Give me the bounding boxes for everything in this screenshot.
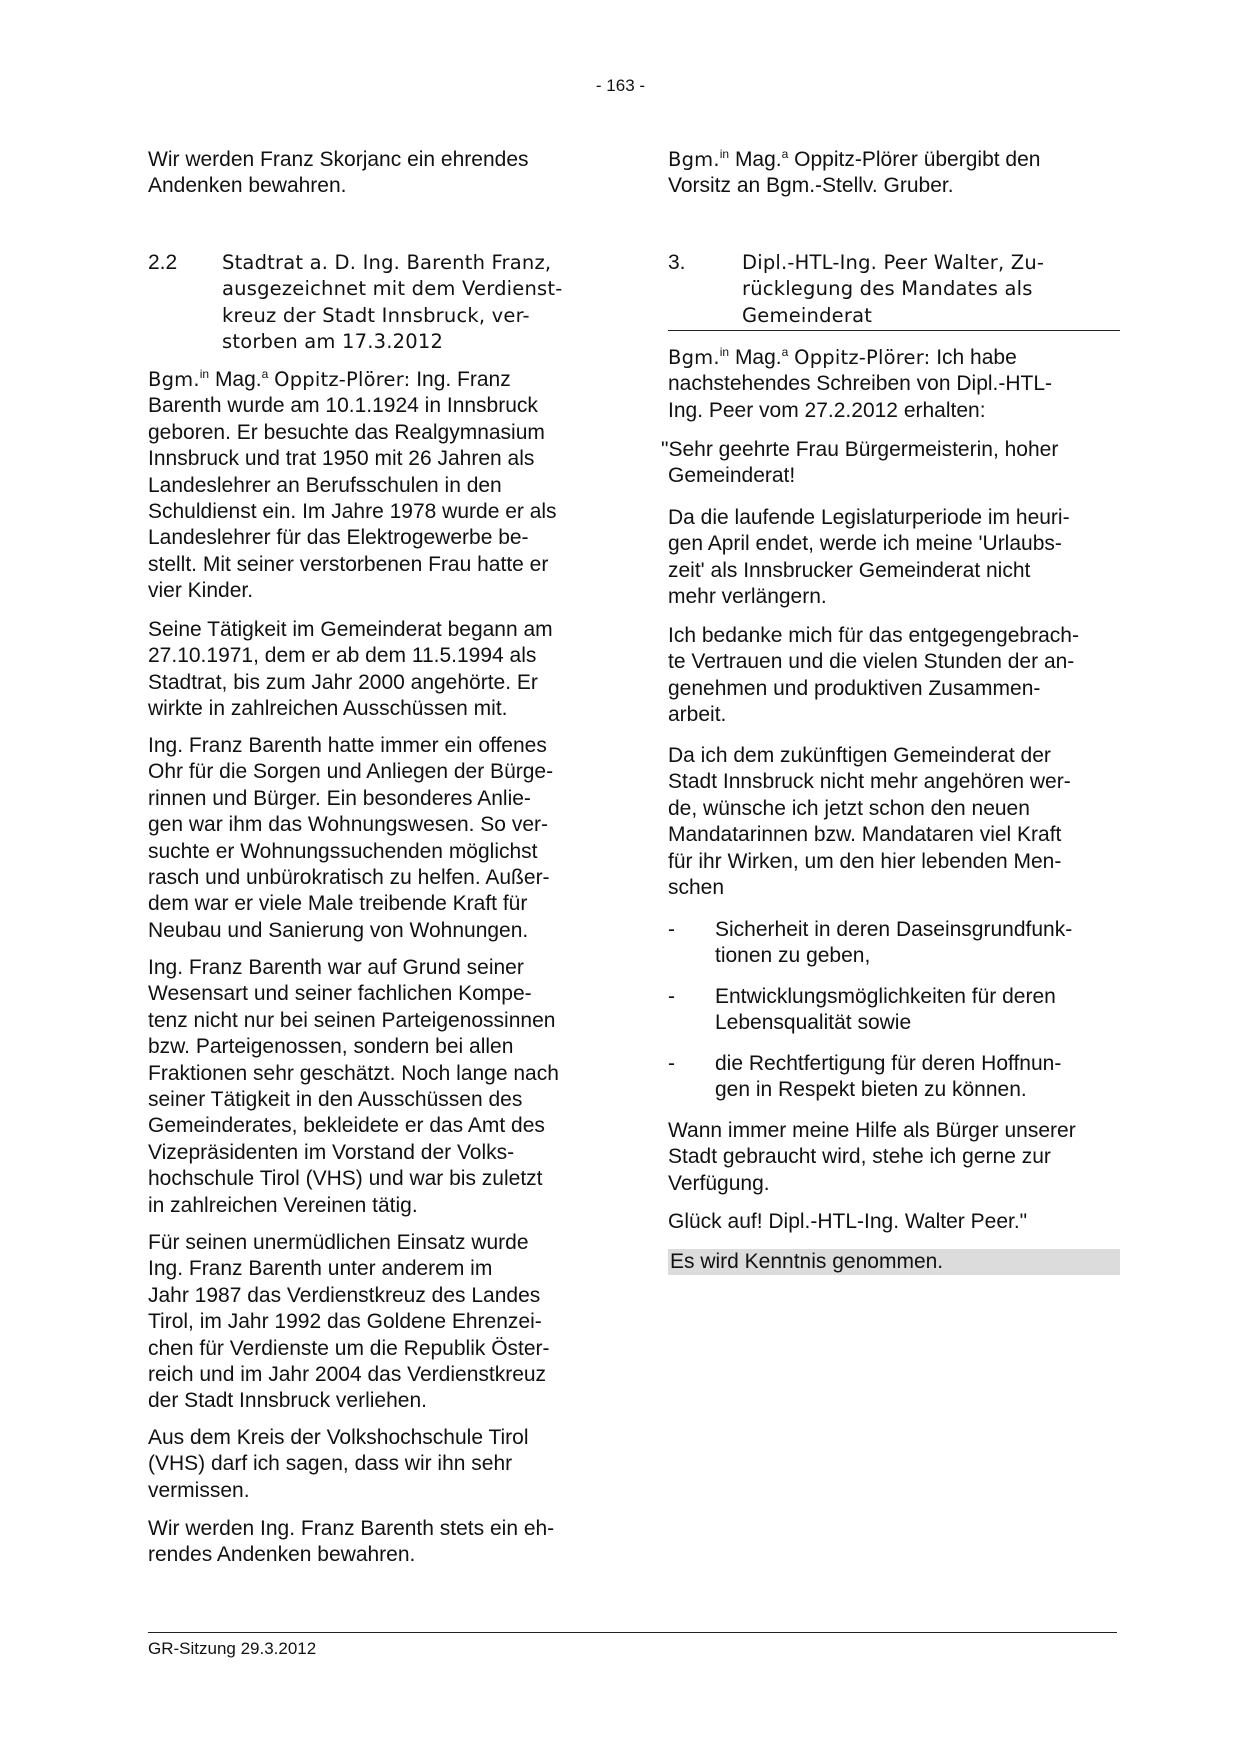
speaker-name: Oppitz-Plörer:	[794, 346, 931, 369]
paragraph-line: Wesensart und seiner fachlichen Kompe-	[148, 982, 532, 1006]
bullet-line: Lebensqualität sowie	[715, 1011, 912, 1035]
superscript-in: in	[719, 345, 730, 359]
paragraph-anliegen	[148, 733, 593, 944]
paragraph-line: Ohr für die Sorgen und Anliegen der Bürge-	[148, 760, 554, 784]
speaker-title-bgm: Bgm.	[668, 148, 720, 171]
heading-underline	[668, 330, 1120, 331]
paragraph-line: Tirol, im Jahr 1992 das Goldene Ehrenzei-	[148, 1310, 542, 1334]
paragraph-line: chen für Verdienste um die Republik Öster-	[148, 1336, 550, 1360]
paragraph-text: Ich habe	[936, 346, 1017, 369]
paragraph-line: Ing. Franz Barenth hatte immer ein offenes	[148, 734, 547, 757]
paragraph-wesensart	[148, 955, 593, 1219]
paragraph-line: suchte er Wohnungssuchenden möglichst	[148, 839, 538, 863]
bullet-line: tionen zu geben,	[715, 944, 871, 968]
bullet-dash: -	[668, 1052, 675, 1075]
paragraph-line: Landeslehrer für das Elektrogewerbe be-	[148, 526, 529, 550]
paragraph-line: arbeit.	[668, 703, 727, 727]
paragraph-anrede	[661, 437, 1113, 490]
paragraph-line: gen April endet, werde ich meine 'Urlaubs-	[668, 532, 1062, 556]
paragraph-line: Verfügung.	[668, 1171, 770, 1195]
paragraph-line: rasch und unbürokratisch zu helfen. Außer-	[148, 866, 550, 890]
bullet-item-sicherheit	[668, 917, 1113, 970]
paragraph-line: Fraktionen sehr geschätzt. Noch lange nach	[148, 1061, 559, 1085]
superscript-a: a	[781, 147, 789, 161]
paragraph-line: Da die laufende Legislaturperiode im heuri-	[668, 506, 1070, 529]
paragraph-line: Da ich dem zukünftigen Gemeinderat der	[668, 744, 1051, 767]
speaker-title-mag: Mag.	[734, 346, 782, 369]
superscript-in: in	[199, 367, 210, 381]
page-number: - 163 -	[595, 76, 646, 95]
paragraph-first-line	[148, 367, 593, 393]
paragraph-line: Ing. Franz Barenth war auf Grund seiner	[148, 956, 524, 979]
bullet-line: gen in Respekt bieten zu können.	[715, 1078, 1027, 1102]
heading-line: rücklegung des Mandates als	[742, 277, 1033, 301]
paragraph-line: Wir werden Ing. Franz Barenth stets ein eh-	[148, 1517, 555, 1540]
paragraph-line: Für seinen unermüdlichen Einsatz wurde	[148, 1231, 529, 1254]
heading-2-2	[148, 250, 593, 356]
heading-line: Gemeinderat	[742, 303, 873, 327]
paragraph-line: hochschule Tirol (VHS) und war bis zuletzt	[148, 1167, 543, 1191]
paragraph-line: stellt. Mit seiner verstorbenen Frau hatte er	[148, 552, 549, 576]
paragraph-line: Barenth wurde am 10.1.1924 in Innsbruck	[148, 394, 538, 418]
superscript-a: a	[261, 367, 269, 381]
paragraph-line: Stadtrat, bis zum Jahr 2000 angehörte. Er	[148, 670, 538, 694]
paragraph-line: dem war er viele Male treibende Kraft für	[148, 892, 528, 916]
bullet-text	[715, 1051, 1113, 1104]
paragraph-line: Stadt gebraucht wird, stehe ich gerne zur	[668, 1145, 1051, 1169]
bullet-text	[715, 917, 1113, 970]
heading-text	[222, 250, 593, 356]
speaker-title-bgm: Bgm.	[668, 346, 720, 369]
paragraph-line: Vorsitz an Bgm.-Stellv. Gruber.	[668, 174, 954, 198]
paragraph-line: geboren. Er besuchte das Realgymnasium	[148, 420, 545, 444]
bullet-text	[715, 984, 1113, 1037]
bullet-dash: -	[668, 985, 675, 1008]
bullet-line: die Rechtfertigung für deren Hoffnun-	[715, 1052, 1062, 1075]
paragraph-line: Gemeinderates, bekleidete er das Amt des	[148, 1114, 545, 1138]
paragraph-line: Schuldienst ein. Im Jahre 1978 wurde er als	[148, 500, 557, 524]
speaker-title-mag: Mag.	[734, 148, 782, 171]
paragraph-line: genehmen und produktiven Zusammen-	[668, 676, 1041, 700]
paragraph-line: tenz nicht nur bei seinen Parteigenossinnen	[148, 1008, 556, 1032]
speaker-title-mag: Mag.	[214, 368, 262, 391]
paragraph-line: 27.10.1971, dem er ab dem 11.5.1994 als	[148, 644, 537, 668]
paragraph-line: Mandatarinnen bzw. Mandataren viel Kraft	[668, 823, 1062, 847]
paragraph-line: Ing. Peer vom 27.2.2012 erhalten:	[668, 398, 986, 422]
paragraph-line: Ich bedanke mich für das entgegengebrach-	[668, 624, 1079, 647]
paragraph-text: Ing. Franz	[416, 368, 511, 391]
paragraph-line: vier Kinder.	[148, 579, 254, 603]
speaker-title-bgm: Bgm.	[148, 368, 200, 391]
paragraph-first-line	[668, 147, 1113, 173]
paragraph-text: Wir werden Franz Skorjanc ein ehrendes Andenken bewahren.	[148, 148, 529, 198]
paragraph-line: Ing. Franz Barenth unter anderem im	[148, 1257, 493, 1281]
paragraph-legislatur	[668, 505, 1113, 611]
heading-number: 2.2	[148, 251, 178, 274]
paragraph-first-line	[661, 437, 1113, 463]
paragraph-line: der Stadt Innsbruck verliehen.	[148, 1389, 427, 1413]
bullet-item-rechtfertigung	[668, 1051, 1113, 1104]
paragraph-line: für ihr Wirken, um den hier lebenden Men-	[668, 849, 1062, 873]
quote-mark: "	[661, 438, 669, 461]
paragraph-line: Glück auf! Dipl.-HTL-Ing. Walter Peer."	[668, 1210, 1028, 1233]
paragraph-first-line	[668, 345, 1113, 371]
paragraph-line: schen	[668, 876, 725, 900]
paragraph-line: bzw. Parteigenossen, sondern bei allen	[148, 1035, 514, 1059]
paragraph-line: nachstehendes Schreiben von Dipl.-HTL-	[668, 372, 1053, 396]
paragraph-line: Jahr 1987 das Verdienstkreuz des Landes	[148, 1283, 541, 1307]
heading-3	[668, 250, 1113, 329]
paragraph-line: rendes Andenken bewahren.	[148, 1543, 416, 1567]
paragraph-line: mehr verlängern.	[668, 585, 827, 609]
paragraph-line: Wann immer meine Hilfe als Bürger unserer	[668, 1119, 1076, 1142]
paragraph-gemeinderat	[148, 617, 593, 723]
paragraph-hilfe	[668, 1118, 1113, 1197]
heading-line: ausgezeichnet mit dem Verdienst-	[222, 277, 563, 301]
paragraph-wuensche	[668, 743, 1113, 901]
paragraph-line: te Vertrauen und die vielen Stunden der an-	[668, 650, 1075, 674]
bullet-line: Entwicklungsmöglichkeiten für deren	[715, 985, 1056, 1008]
paragraph-intro-left	[148, 147, 593, 200]
paragraph-line: Stadt Innsbruck nicht mehr angehören wer-	[668, 770, 1071, 794]
paragraph-line: zeit' als Innsbrucker Gemeinderat nicht	[668, 558, 1031, 582]
paragraph-closing-left	[148, 1516, 593, 1569]
paragraph-line: rinnen und Bürger. Ein besonderes Anlie-	[148, 786, 531, 810]
bullet-line: Sicherheit in deren Daseinsgrundfunk-	[715, 918, 1073, 941]
paragraph-schreiben	[668, 345, 1113, 424]
footer-session-date: GR-Sitzung 29.3.2012	[148, 1639, 317, 1658]
paragraph-text: Sehr geehrte Frau Bürgermeisterin, hoher	[668, 438, 1059, 461]
paragraph-line: wirkte in zahlreichen Ausschüssen mit.	[148, 697, 508, 721]
paragraph-line: Aus dem Kreis der Volkshochschule Tirol	[148, 1426, 529, 1449]
paragraph-text: Oppitz-Plörer übergibt den	[794, 148, 1041, 171]
bullet-dash: -	[668, 918, 675, 941]
bullet-item-entwicklung	[668, 984, 1113, 1037]
paragraph-auszeichnungen	[148, 1230, 593, 1415]
paragraph-line: (VHS) darf ich sagen, dass wir ihn sehr	[148, 1452, 513, 1476]
heading-line: kreuz der Stadt Innsbruck, ver-	[222, 303, 530, 327]
paragraph-signoff	[668, 1209, 1113, 1235]
paragraph-intro-right	[668, 147, 1113, 200]
paragraph-line: gen war ihm das Wohnungswesen. So ver-	[148, 813, 548, 837]
paragraph-line: in zahlreichen Vereinen tätig.	[148, 1193, 418, 1217]
paragraph-line: de, wünsche ich jetzt schon den neuen	[668, 796, 1030, 820]
paragraph-line: Landeslehrer an Berufsschulen in den	[148, 473, 502, 497]
speaker-name: Oppitz-Plörer:	[274, 368, 411, 391]
paragraph-line: Gemeinderat!	[668, 464, 796, 488]
superscript-in: in	[719, 147, 730, 161]
paragraph-barenth-bio	[148, 367, 593, 605]
paragraph-line: seiner Tätigkeit in den Ausschüssen des	[148, 1088, 523, 1112]
paragraph-line: reich und im Jahr 2004 das Verdienstkreuz	[148, 1363, 547, 1387]
paragraph-line: Neubau und Sanierung von Wohnungen.	[148, 918, 529, 942]
heading-line: Stadtrat a. D. Ing. Barenth Franz,	[222, 251, 552, 274]
paragraph-vhs	[148, 1425, 593, 1504]
footer-rule	[148, 1632, 1117, 1633]
heading-line: Dipl.-HTL-Ing. Peer Walter, Zu-	[742, 251, 1045, 274]
heading-text	[742, 250, 1113, 329]
paragraph-line: Vizepräsidenten im Vorstand der Volks-	[148, 1140, 515, 1164]
paragraph-line: vermissen.	[148, 1478, 250, 1502]
resolution-note: Es wird Kenntnis genommen.	[668, 1249, 1120, 1275]
heading-number: 3.	[668, 251, 686, 274]
superscript-a: a	[781, 345, 789, 359]
paragraph-dank	[668, 623, 1113, 729]
paragraph-line: Innsbruck und trat 1950 mit 26 Jahren als	[148, 447, 535, 471]
heading-line: storben am 17.3.2012	[222, 330, 444, 354]
paragraph-line: Seine Tätigkeit im Gemeinderat begann am	[148, 618, 553, 641]
